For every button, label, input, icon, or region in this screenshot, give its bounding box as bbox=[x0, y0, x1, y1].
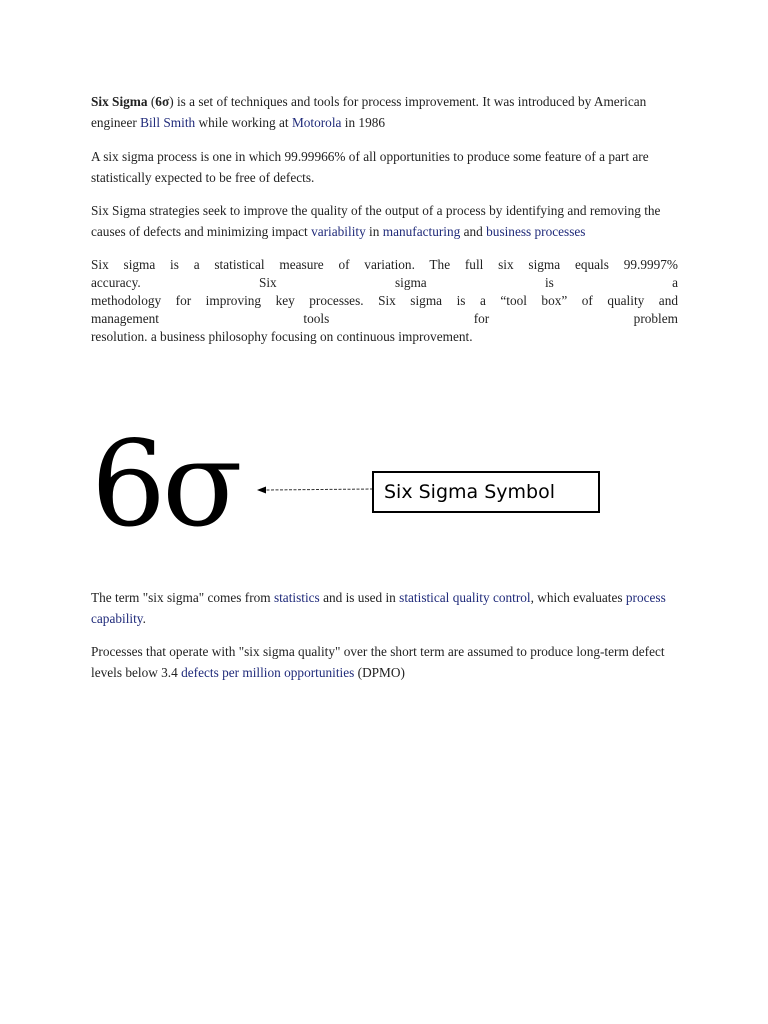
link-dpmo[interactable]: defects per million opportunities bbox=[181, 664, 355, 680]
six-sigma-symbol-inline: 6σ bbox=[155, 94, 170, 109]
six-sigma-term: Six Sigma bbox=[91, 94, 148, 109]
measure-line-1: Six sigma is a statistical measure of variation. The full six sigma equals 99.9997% bbox=[91, 257, 678, 272]
measure-line-3: methodology for improving key processes. Six sigma is a “tool box” of quality and bbox=[91, 293, 678, 308]
link-variability[interactable]: variability bbox=[311, 223, 366, 239]
link-bill-smith[interactable]: Bill Smith bbox=[140, 114, 196, 130]
link-business-processes[interactable]: business processes bbox=[486, 223, 586, 239]
link-statistics[interactable]: statistics bbox=[273, 590, 320, 605]
measure-line-5: resolution. a business philosophy focusing on continuous improvement. bbox=[91, 329, 473, 344]
document-body bbox=[91, 92, 678, 346]
link-motorola[interactable]: Motorola bbox=[291, 114, 342, 130]
dpmo-paragraph: Processes that operate with "six sigma quality" over the short term are assumed to produce long-term defect levels below 3.4 defects per million opportunities (DPMO) bbox=[91, 644, 665, 680]
arrow-left-icon bbox=[257, 484, 373, 496]
link-process-capability[interactable]: process capability bbox=[91, 590, 666, 626]
six-sigma-large-symbol: 6σ bbox=[91, 415, 239, 553]
definition-paragraph: A six sigma process is one in which 99.99966% of all opportunities to produce some feature of a part are statistically expected to be free of defects. bbox=[91, 149, 649, 185]
term-origin-paragraph: The term "six sigma" comes from statistics and is used in statistical quality control, which evaluates process capability. bbox=[91, 590, 666, 626]
measure-line-2: accuracy. Six sigma is a bbox=[91, 275, 678, 290]
strategies-paragraph: Six Sigma strategies seek to improve the quality of the output of a process by identifying and removing the causes of defects and minimizing impact variability in manufacturing and business processes bbox=[91, 203, 661, 239]
six-sigma-figure bbox=[91, 415, 621, 560]
document-body-lower bbox=[91, 588, 678, 683]
measure-paragraph bbox=[91, 256, 678, 346]
measure-line-4: management tools for problem bbox=[91, 311, 678, 326]
six-sigma-symbol-label: Six Sigma Symbol bbox=[372, 471, 600, 513]
intro-paragraph: Six Sigma (6σ) is a set of techniques and tools for process improvement. It was introduced by American engineer Bill Smith while working at Motorola in 1986 bbox=[91, 94, 647, 130]
link-statistical-quality-control[interactable]: statistical quality control bbox=[399, 590, 531, 605]
link-manufacturing[interactable]: manufacturing bbox=[382, 223, 461, 239]
